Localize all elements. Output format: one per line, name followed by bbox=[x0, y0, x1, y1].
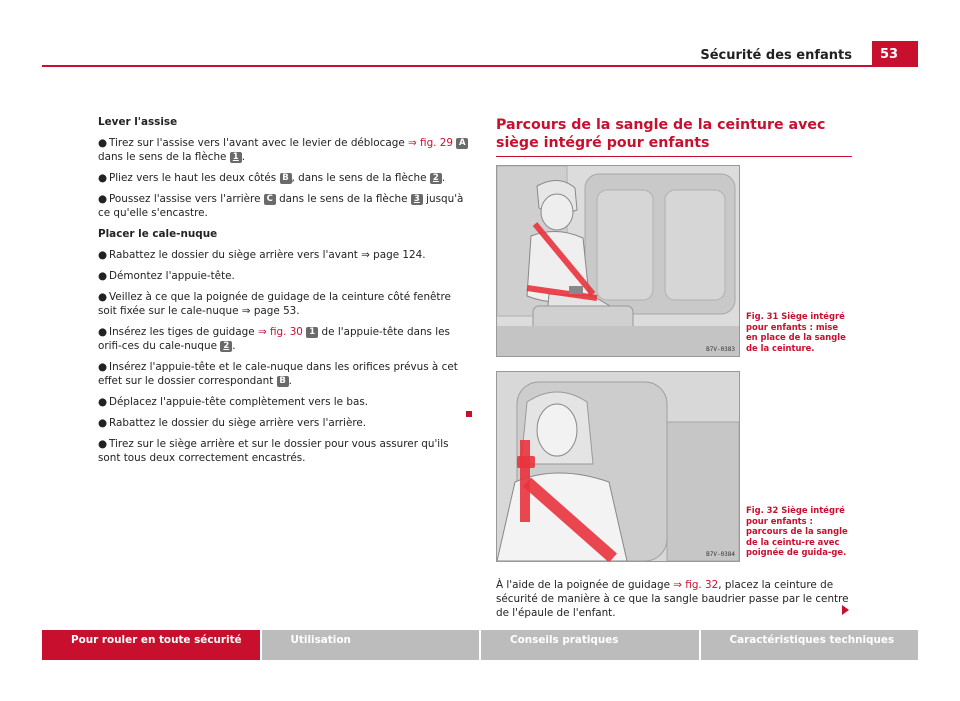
section-title: Parcours de la sangle de la ceinture avec siège intégré pour enfants bbox=[496, 116, 852, 157]
footer-nav bbox=[42, 630, 918, 660]
bullet-icon: ● bbox=[98, 172, 108, 184]
figure-32-image bbox=[496, 371, 740, 562]
bullet-icon: ● bbox=[98, 291, 108, 303]
list-item: ● Insérez les tiges de guidage ⇒ fig. 30 1 de l'appuie-tête dans les orifi-ces du cale-nuque 2 . bbox=[98, 326, 450, 352]
left-column bbox=[98, 115, 470, 472]
list-item: ● Insérez l'appuie-tête et le cale-nuque dans les orifices prévus à cet effet sur le dossier correspondant B . bbox=[98, 361, 458, 387]
subheading-lever: Lever l'assise bbox=[98, 116, 178, 128]
key-label: B bbox=[277, 376, 289, 387]
fig-link[interactable]: ⇒ fig. 29 bbox=[408, 137, 453, 149]
key-label: 1 bbox=[306, 327, 318, 338]
figure-code: B7V-0384 bbox=[706, 551, 735, 558]
key-label: 2 bbox=[220, 341, 232, 352]
subheading-cale: Placer le cale-nuque bbox=[98, 228, 218, 240]
list-item: ● Veillez à ce que la poignée de guidage de la ceinture côté fenêtre soit fixée sur le cale-nuque ⇒ page 53. bbox=[98, 291, 451, 317]
bullet-icon: ● bbox=[98, 438, 108, 450]
continue-arrow-icon bbox=[842, 605, 849, 615]
bullet-icon: ● bbox=[98, 137, 108, 149]
footer-tab-utilisation[interactable]: Utilisation bbox=[262, 630, 480, 660]
list-item: ● Pliez vers le haut les deux côtés B , dans le sens de la flèche 2 . bbox=[98, 172, 446, 184]
figure-code: B7V-0383 bbox=[706, 346, 735, 353]
belt-guide-illustration bbox=[497, 372, 739, 561]
fig-link[interactable]: ⇒ fig. 30 bbox=[257, 326, 303, 338]
bullet-icon: ● bbox=[98, 249, 108, 261]
footer-tab-caracteristiques[interactable]: Caractéristiques techniques bbox=[701, 630, 919, 660]
list-item: ● Poussez l'assise vers l'arrière C dans le sens de la flèche 3 jusqu'à ce qu'elle s'encastre. bbox=[98, 193, 464, 219]
bullet-icon: ● bbox=[98, 270, 108, 282]
list-item: ● Tirez sur le siège arrière et sur le dossier pour vous assurer qu'ils sont tous deux correctement encastrés. bbox=[98, 438, 449, 464]
key-label: 2 bbox=[430, 173, 442, 184]
bullet-icon: ● bbox=[98, 326, 108, 338]
fig-link[interactable]: ⇒ fig. 32 bbox=[673, 579, 719, 591]
figure-31-image bbox=[496, 165, 740, 357]
key-label: 1 bbox=[230, 152, 242, 163]
footer-tab-conseils[interactable]: Conseils pratiques bbox=[481, 630, 699, 660]
key-label: C bbox=[264, 194, 276, 205]
bullet-icon: ● bbox=[98, 193, 108, 205]
running-header-title: Sécurité des enfants bbox=[700, 48, 852, 63]
key-label: 3 bbox=[411, 194, 423, 205]
list-item: ● Déplacez l'appuie-tête complètement vers le bas. bbox=[98, 396, 369, 408]
child-seat-belt-illustration bbox=[497, 166, 739, 356]
list-item: ● Démontez l'appuie-tête. bbox=[98, 270, 235, 282]
header-rule bbox=[42, 65, 918, 67]
figure-31-caption: Fig. 31 Siège intégré pour enfants : mise en place de la sangle de la ceinture. bbox=[746, 311, 846, 353]
figure-32-caption: Fig. 32 Siège intégré pour enfants : parcours de la sangle de la ceintu-re avec poignée de guida-ge. bbox=[746, 505, 848, 557]
key-label: A bbox=[456, 138, 468, 149]
key-label: B bbox=[280, 173, 292, 184]
bullet-icon: ● bbox=[98, 396, 108, 408]
list-item: ● Tirez sur l'assise vers l'avant avec le levier de déblocage ⇒ fig. 29 A dans le sens de la flèche 1 . bbox=[98, 136, 470, 164]
bullet-icon: ● bbox=[98, 361, 108, 373]
list-item: ● Rabattez le dossier du siège arrière vers l'avant ⇒ page 124. bbox=[98, 249, 426, 261]
body-paragraph: À l'aide de la poignée de guidage ⇒ fig. 32, placez la ceinture de sécurité de manière à ce que la sangle baudrier passe par le centre de l'épaule de l'enfant. bbox=[496, 579, 849, 619]
list-item: ● Rabattez le dossier du siège arrière vers l'arrière. bbox=[98, 417, 367, 429]
page-number: 53 bbox=[872, 41, 918, 67]
bullet-icon: ● bbox=[98, 417, 108, 429]
footer-tab-securite[interactable]: Pour rouler en toute sécurité bbox=[42, 630, 260, 660]
section-end-square-icon bbox=[466, 411, 472, 417]
